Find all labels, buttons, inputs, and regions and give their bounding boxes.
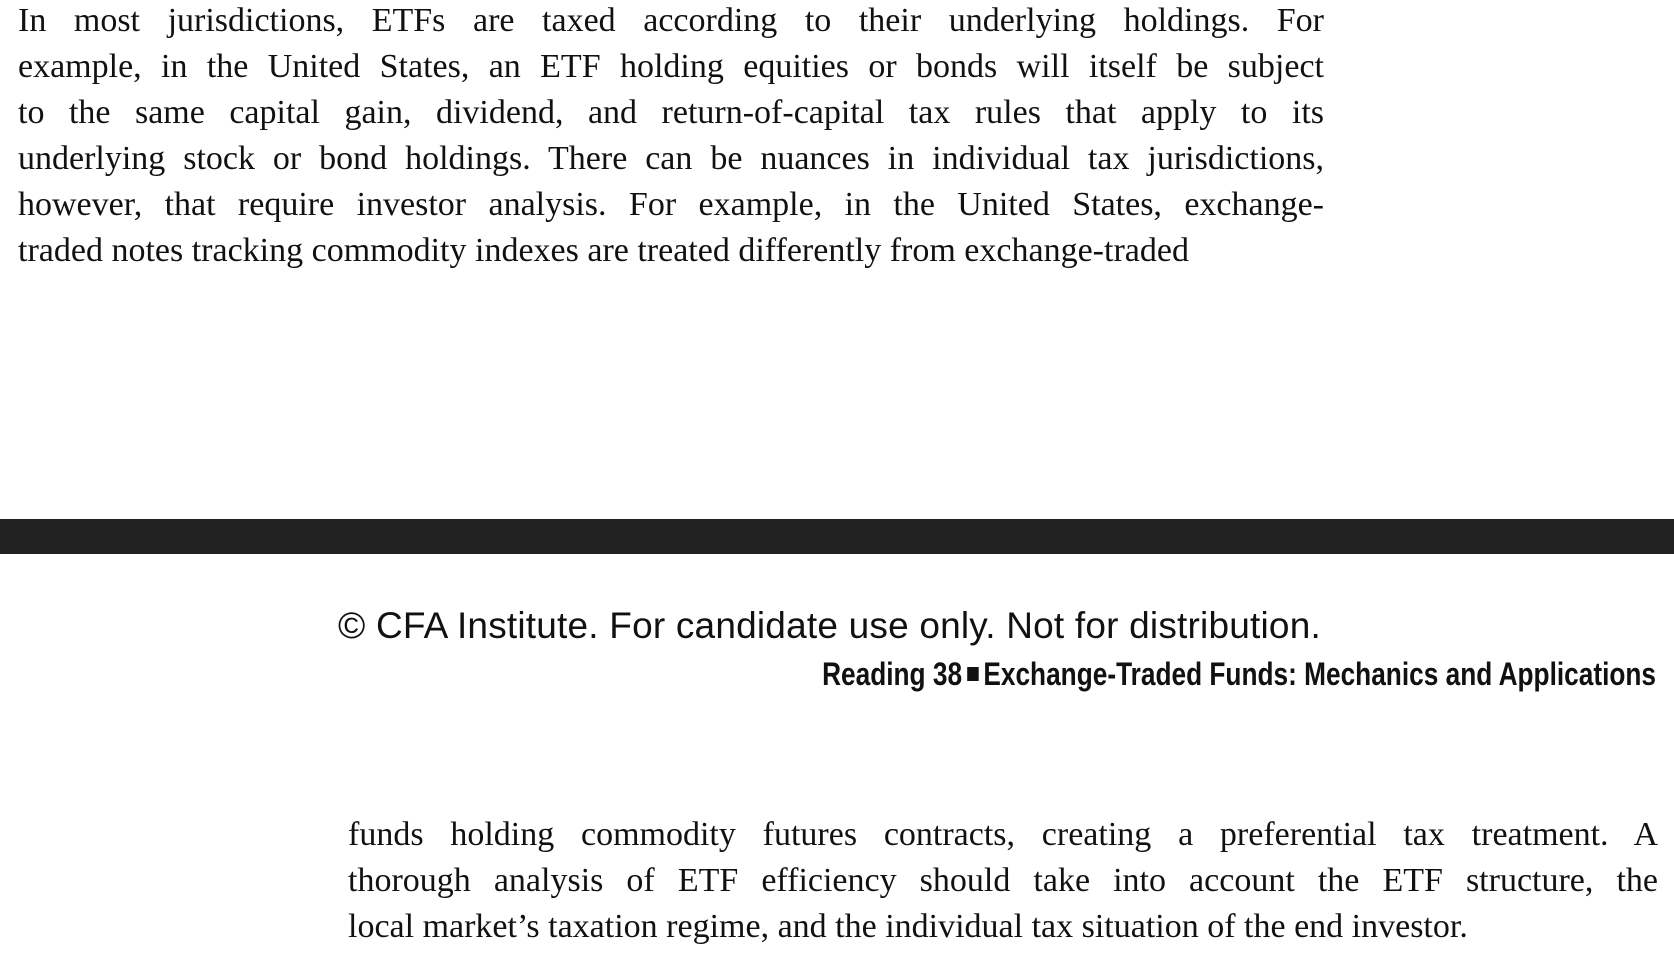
copyright-notice: © CFA Institute. For candidate use only. Not for distribution. <box>338 605 1321 646</box>
reading-title: Exchange-Traded Funds: Mechanics and Applications <box>983 656 1656 692</box>
text-line: traded notes tracking commodity indexes are treated differently from exchange-traded <box>18 232 1189 269</box>
reading-number: Reading 38 <box>822 656 963 692</box>
text-line: In most jurisdictions, ETFs are taxed according to their underlying holdings. For <box>18 2 1324 39</box>
square-separator-icon <box>967 667 978 681</box>
body-paragraph-bottom <box>348 812 1658 950</box>
text-line: however, that require investor analysis. For example, in the United States, exchange- <box>18 186 1324 223</box>
body-paragraph-top <box>18 0 1324 274</box>
text-line: funds holding commodity futures contracts, creating a preferential tax treatment. A <box>348 816 1658 853</box>
running-header <box>822 652 1656 696</box>
text-line: thorough analysis of ETF efficiency should take into account the ETF structure, the <box>348 862 1658 899</box>
text-line: local market’s taxation regime, and the individual tax situation of the end investor. <box>348 908 1468 945</box>
page-break-bar <box>0 519 1674 554</box>
text-line: to the same capital gain, dividend, and return-of-capital tax rules that apply to its <box>18 94 1324 131</box>
text-line: example, in the United States, an ETF holding equities or bonds will itself be subject <box>18 48 1324 85</box>
text-line: underlying stock or bond holdings. There can be nuances in individual tax jurisdictions, <box>18 140 1324 177</box>
